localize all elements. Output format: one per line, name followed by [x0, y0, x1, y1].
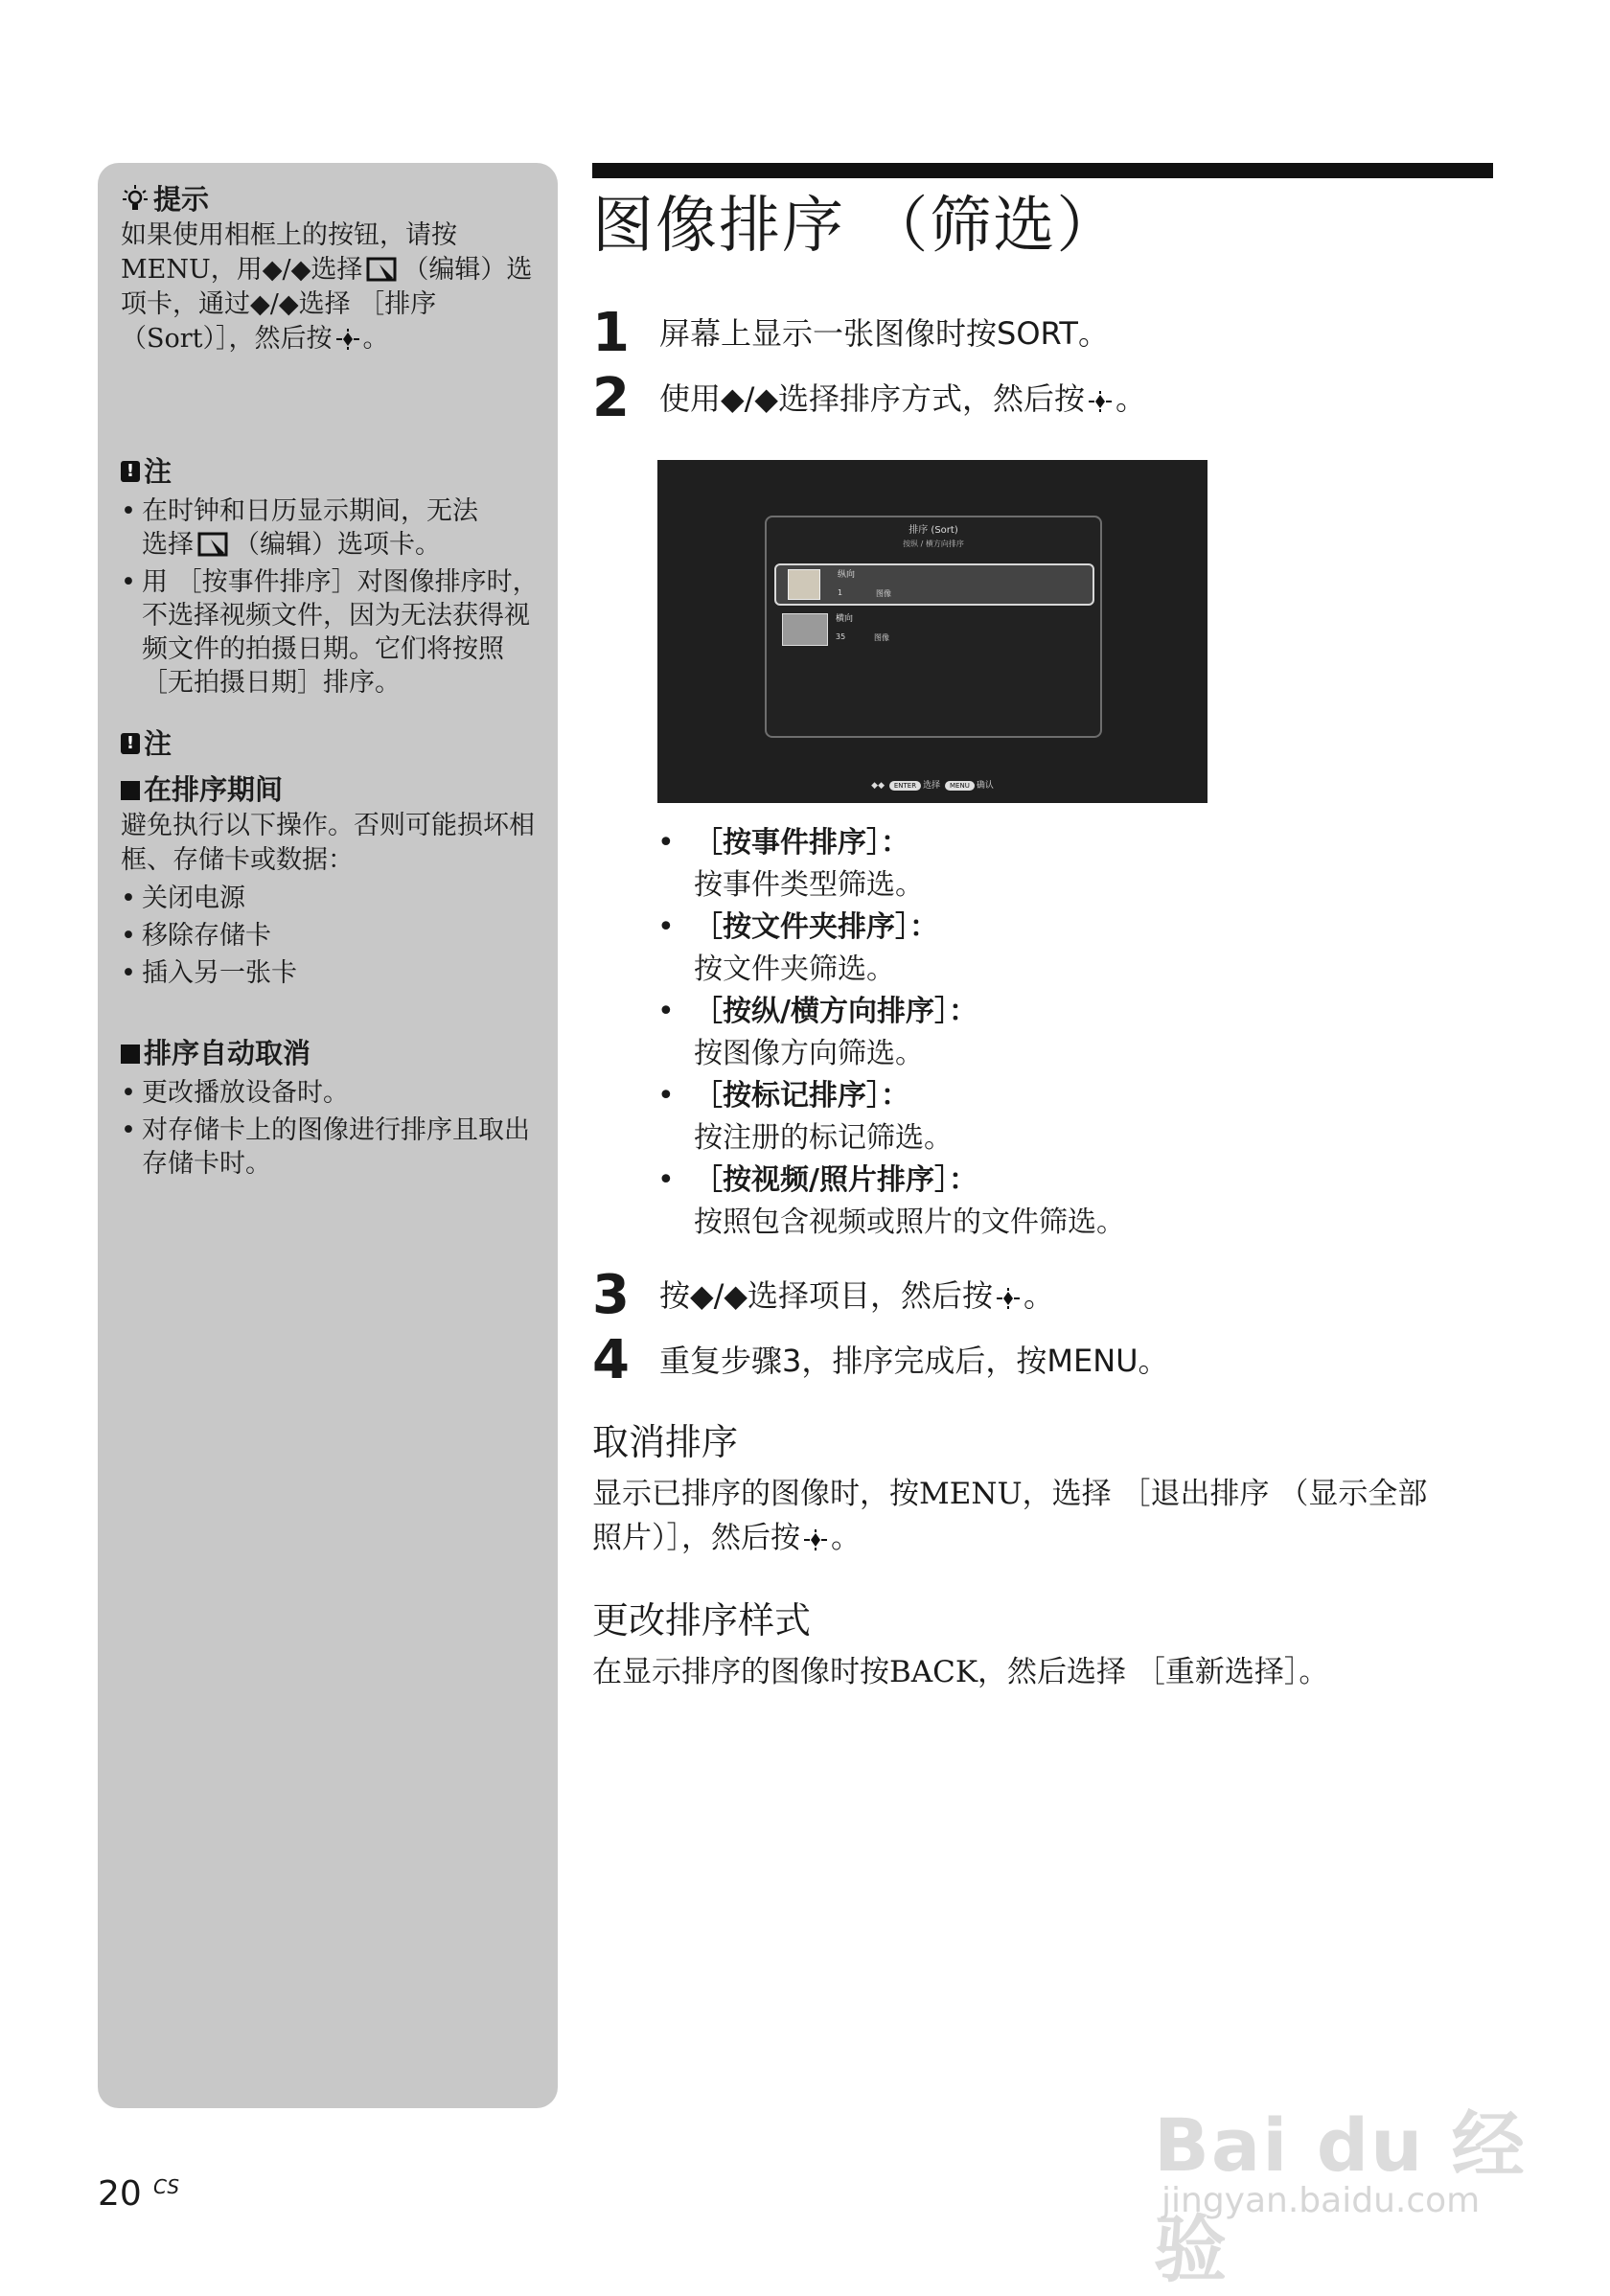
sort-option: • ［按标记排序］： 按注册的标记筛选。	[657, 1075, 1501, 1159]
arrows-icon: ◆◆	[871, 781, 885, 791]
edit-tab-icon	[197, 532, 230, 557]
warning-list	[121, 882, 542, 990]
sort-option: • ［按事件排序］： 按事件类型筛选。	[657, 822, 1501, 907]
change-style-heading: 更改排序样式	[592, 1599, 812, 1642]
tip-heading: 提示	[121, 180, 542, 218]
warning-text: 避免执行以下操作。否则可能损坏相框、存储卡或数据：	[121, 811, 535, 875]
tip-text: 如果使用相框上的按钮，请按 MENU，用◆/◆选择 （编辑）选 项卡，通过◆/◆选择 ［排序 （Sort）］，然后按 。	[121, 220, 533, 354]
enter-button-icon	[802, 1519, 829, 1540]
watermark-logo: Bai du 经验	[1154, 2102, 1527, 2292]
step-3: 3 按◆/◆选择项目，然后按 。	[592, 1264, 1055, 1326]
landscape-thumbnail	[782, 613, 828, 646]
cancel-sort-text: 显示已排序的图像时，按MENU，选择 ［退出排序 （显示全部 照片）］，然后按 。	[592, 1477, 1428, 1555]
enter-button-icon	[334, 325, 361, 346]
title-rule	[592, 163, 1493, 178]
note-heading: ! 注	[121, 452, 542, 491]
dialog-title: 排序 (Sort)	[908, 525, 958, 536]
note-list	[121, 494, 542, 700]
subheading-auto-cancel: 排序自动取消	[121, 1034, 542, 1072]
page-title: 图像排序 （筛选）	[592, 191, 1120, 262]
warning-item: • 移除存储卡	[121, 919, 542, 953]
sort-option: • ［按视频/照片排序］： 按照包含视频或照片的文件筛选。	[657, 1159, 1501, 1244]
screenshot-help-bar: ◆◆ ENTER 选择 MENU 确认	[871, 781, 994, 791]
auto-cancel-item: • 更改播放设备时。	[121, 1076, 542, 1110]
sort-options-list	[657, 822, 1501, 1244]
caution-icon: !	[121, 733, 140, 754]
page-language: CS	[153, 2175, 180, 2198]
edit-tab-icon	[366, 257, 399, 282]
square-bullet-icon	[121, 1045, 140, 1064]
warning-item: • 插入另一张卡	[121, 956, 542, 990]
option-portrait: 纵向 1 图像	[774, 563, 1094, 606]
enter-button-icon	[1087, 380, 1114, 402]
watermark-url: jingyan.baidu.com	[1162, 2181, 1481, 2220]
dialog-subtitle: 按纵 / 横方向排序	[903, 540, 964, 548]
caution-icon: !	[121, 461, 140, 482]
enter-button-icon	[995, 1277, 1022, 1298]
option-landscape: 横向 35 图像	[774, 609, 1091, 648]
sort-dialog	[765, 516, 1102, 738]
sort-option: • ［按纵/横方向排序］： 按图像方向筛选。	[657, 991, 1501, 1075]
subheading-during-sort: 在排序期间	[121, 770, 542, 809]
cancel-sort-heading: 取消排序	[592, 1421, 739, 1463]
sort-option: • ［按文件夹排序］： 按文件夹筛选。	[657, 907, 1501, 991]
step-2: 2 使用◆/◆选择排序方式，然后按 。	[592, 367, 1147, 429]
auto-cancel-list	[121, 1076, 542, 1181]
warning-item: • 关闭电源	[121, 882, 542, 915]
lightbulb-icon	[121, 183, 150, 216]
square-bullet-icon	[121, 781, 140, 800]
note-heading: ! 注	[121, 724, 542, 763]
tips-sidebar	[98, 163, 558, 2108]
page-number: 20	[98, 2174, 142, 2214]
auto-cancel-item: • 对存储卡上的图像进行排序且取出存储卡时。	[121, 1114, 542, 1181]
change-style-text: 在显示排序的图像时按BACK，然后选择 ［重新选择］。	[592, 1655, 1329, 1689]
portrait-thumbnail	[788, 569, 820, 600]
baidu-watermark	[1146, 2060, 1530, 2292]
sort-menu-screenshot	[657, 460, 1208, 803]
step-4: 4 重复步骤3，排序完成后，按MENU。	[592, 1329, 1169, 1391]
note-item: • 在时钟和日历显示期间，无法 选择 （编辑）选项卡。	[121, 494, 542, 562]
step-1: 1 屏幕上显示一张图像时按SORT。	[592, 302, 1109, 364]
note-item: • 用 ［按事件排序］对图像排序时，不选择视频文件，因为无法获得视频文件的拍摄日期。它们将按照 ［无拍摄日期］排序。	[121, 565, 542, 700]
